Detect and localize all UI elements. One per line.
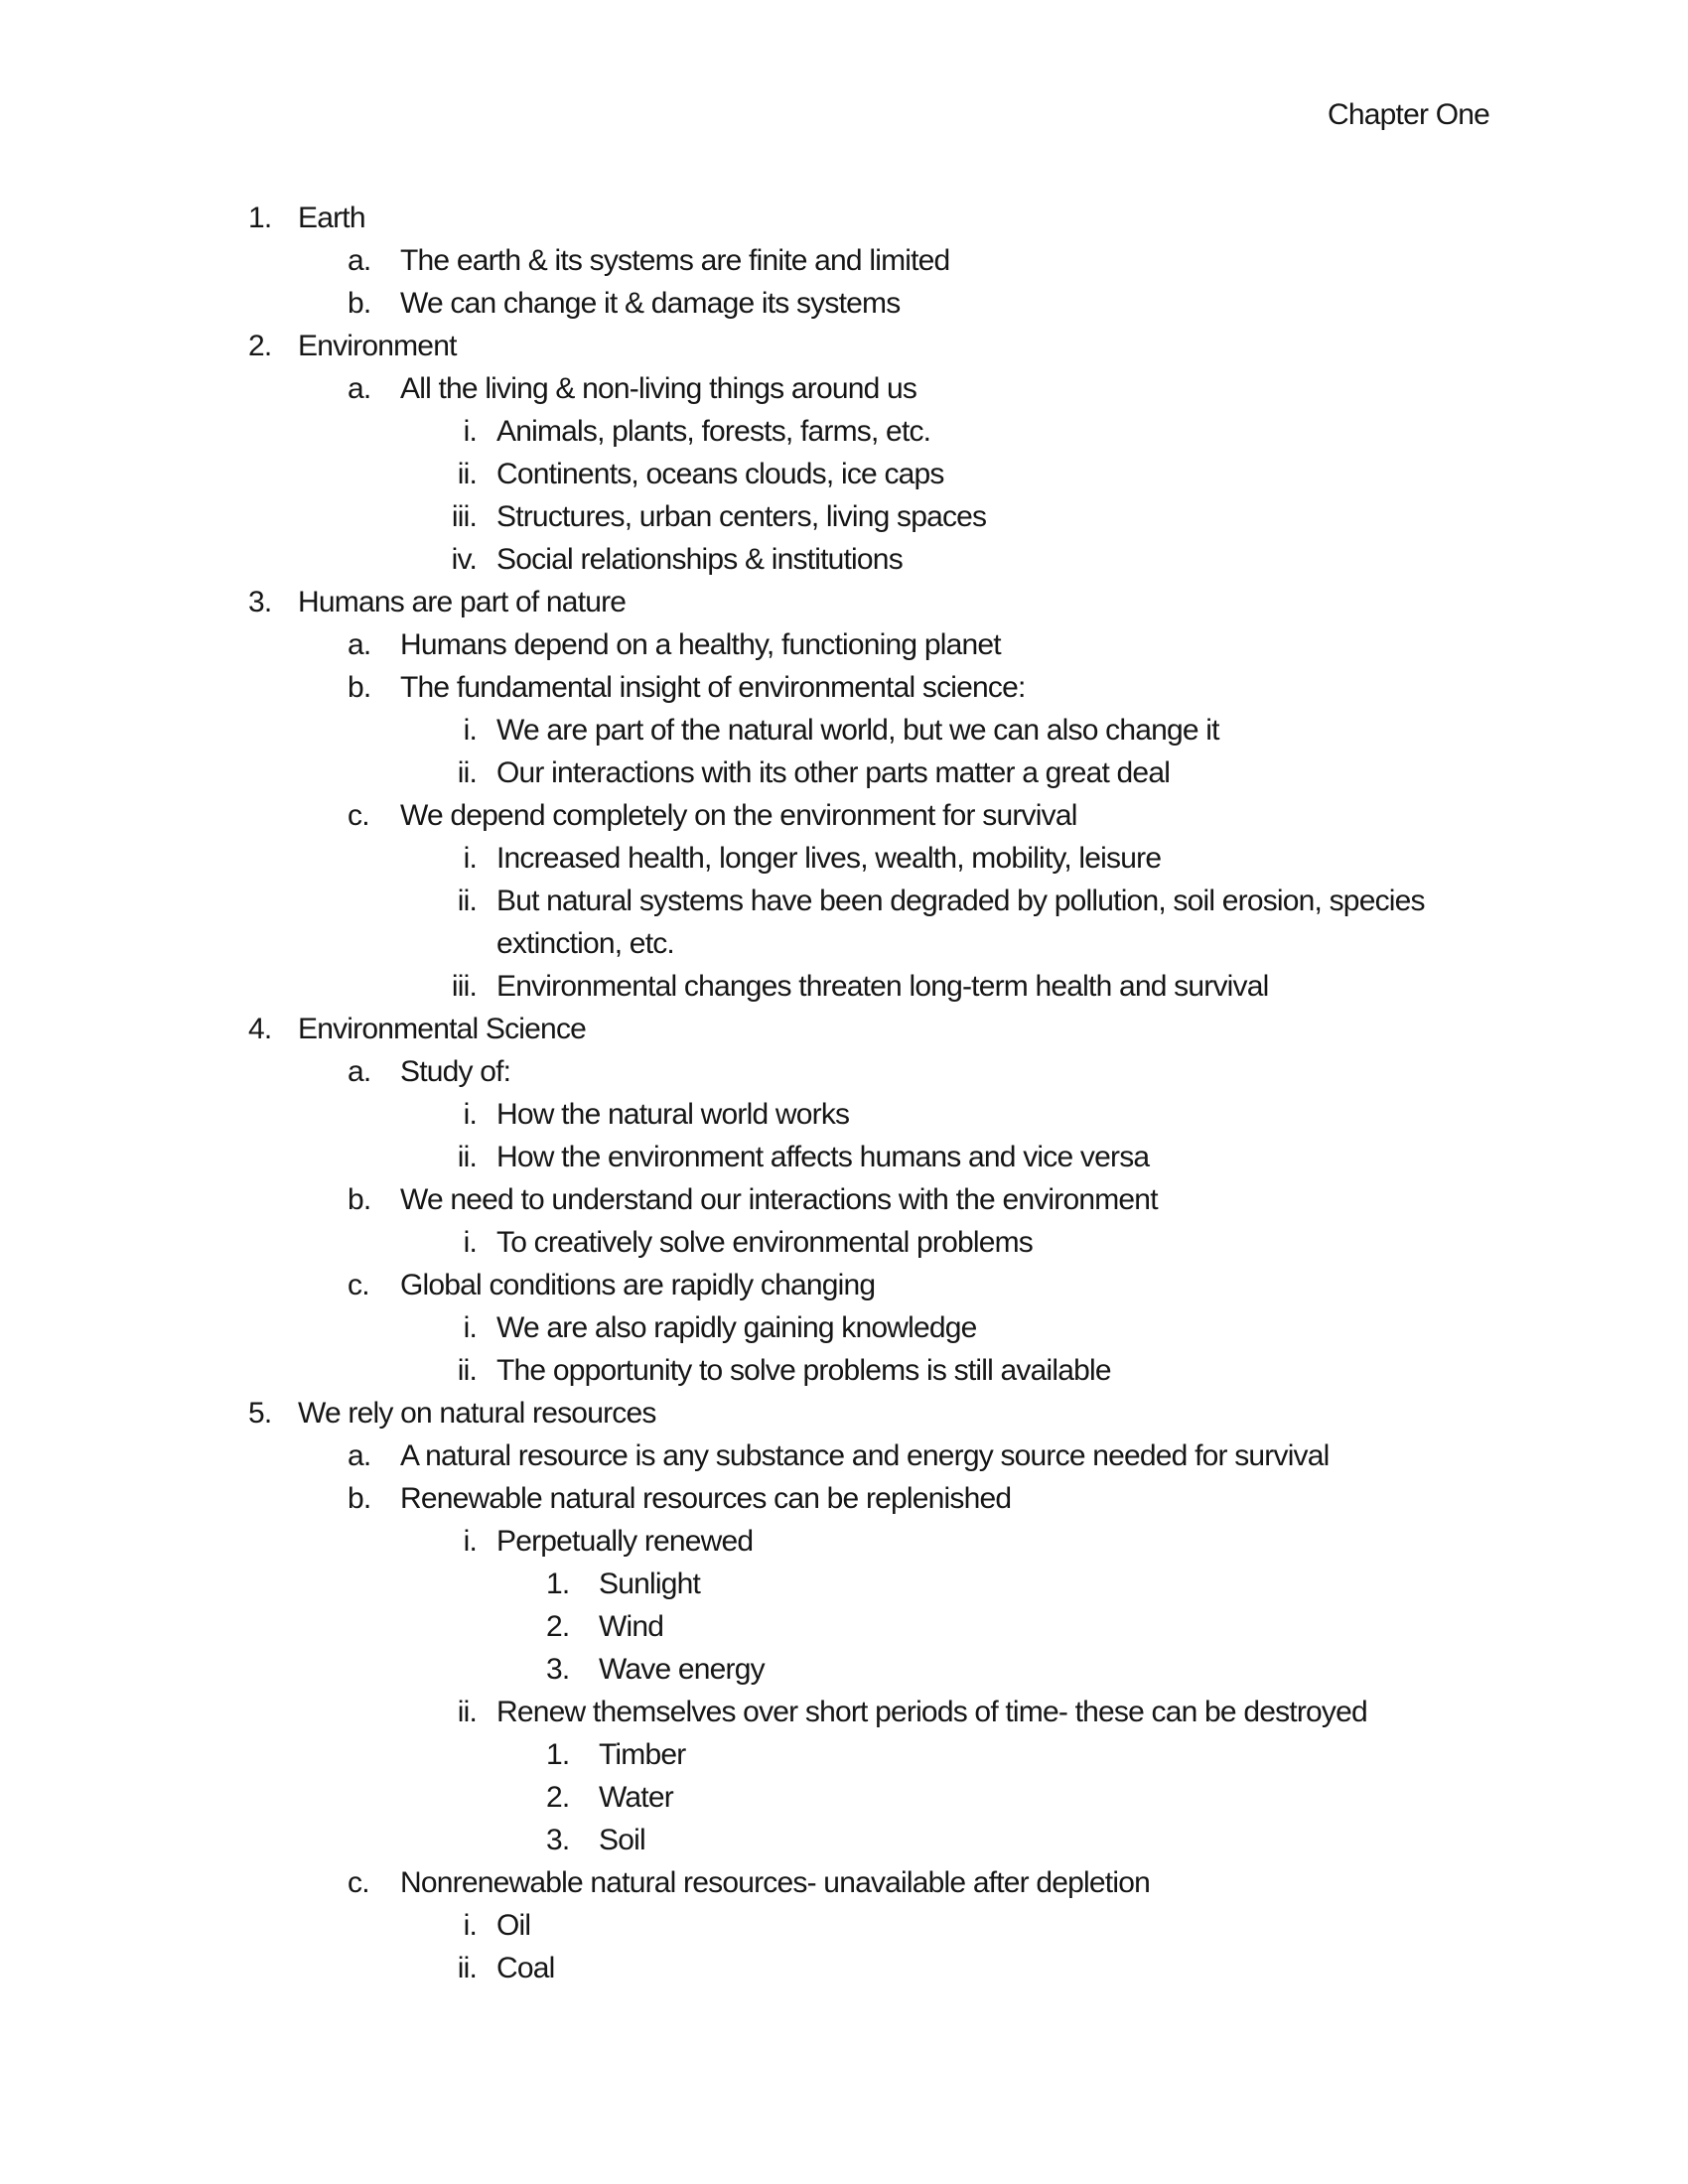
list-item-text: Environmental Science [298,1013,587,1045]
list-item-text: Structures, urban centers, living spaces [496,500,987,533]
list-item-text: We need to understand our interactions with the environment [400,1183,1158,1216]
list-item [0,1050,1688,1093]
list-item-text: Environmental changes threaten long-term health and survival [496,970,1269,1003]
list-item [0,666,1688,709]
list-item [0,538,1688,581]
page-header-chapter-title: Chapter One [1328,98,1489,131]
list-marker: ii. [457,1141,477,1173]
list-item [0,1306,1688,1349]
list-marker: a. [348,1055,371,1088]
list-marker: i. [463,415,477,448]
list-item-text: Timber [599,1738,686,1771]
list-marker: i. [463,842,477,875]
list-item-text: Our interactions with its other parts matter a great deal [496,756,1171,789]
list-item [0,794,1688,837]
list-item [0,367,1688,410]
list-marker: b. [348,671,371,704]
list-item [0,1947,1688,1989]
list-marker: ii. [457,1696,477,1728]
list-item-text: Humans are part of nature [298,586,627,618]
list-item-text: Study of: [400,1055,511,1088]
list-item [0,1477,1688,1520]
list-item [0,410,1688,453]
list-marker: b. [348,287,371,320]
list-item [0,1605,1688,1648]
list-item [0,623,1688,666]
list-marker: 1. [546,1568,570,1600]
list-item-text: The earth & its systems are finite and limited [400,244,950,277]
list-item-text: Social relationships & institutions [496,543,903,576]
list-marker: ii. [457,1952,477,1984]
list-item [0,1904,1688,1947]
list-item [0,837,1688,880]
list-item [0,1733,1688,1776]
list-item [0,239,1688,282]
list-marker: c. [348,799,369,832]
list-item [0,1392,1688,1434]
list-marker: ii. [457,458,477,490]
list-item [0,1520,1688,1563]
list-item [0,495,1688,538]
list-marker: 3. [546,1824,570,1856]
list-item-text: All the living & non-living things around us [400,372,917,405]
list-item [0,1264,1688,1306]
list-item-text: We rely on natural resources [298,1397,656,1430]
list-marker: 1. [248,202,272,234]
list-marker: i. [463,1909,477,1942]
list-marker: iv. [451,543,477,576]
list-item [0,1434,1688,1477]
list-item [0,751,1688,794]
list-marker: i. [463,1525,477,1558]
list-item-text: Soil [599,1824,645,1856]
list-marker: a. [348,1439,371,1472]
list-item-text: Animals, plants, forests, farms, etc. [496,415,931,448]
list-item [0,709,1688,751]
list-marker: a. [348,628,371,661]
list-marker: c. [348,1866,369,1899]
list-marker: ii. [457,1354,477,1387]
list-item-text: Earth [298,202,365,234]
list-item [0,325,1688,367]
list-item-text: We can change it & damage its systems [400,287,901,320]
list-item-text: Environment [298,330,457,362]
list-marker: i. [463,1098,477,1131]
list-item [0,581,1688,623]
list-item-text: Humans depend on a healthy, functioning planet [400,628,1001,661]
list-marker: iii. [451,970,477,1003]
list-marker: 5. [248,1397,272,1430]
list-item-text: Coal [496,1952,555,1984]
list-item [0,1093,1688,1136]
list-item [0,1008,1688,1050]
list-item-text: To creatively solve environmental problems [496,1226,1033,1259]
list-item [0,1563,1688,1605]
list-item-text: Oil [496,1909,531,1942]
list-marker: ii. [457,885,477,917]
list-item-text: Sunlight [599,1568,701,1600]
list-item-text: But natural systems have been degraded by pollution, soil erosion, species [496,885,1425,917]
list-marker: i. [463,1311,477,1344]
list-marker: a. [348,372,371,405]
list-item-text: We are also rapidly gaining knowledge [496,1311,977,1344]
list-marker: 2. [546,1781,570,1814]
list-marker: 2. [546,1610,570,1643]
list-item-text: We depend completely on the environment for survival [400,799,1077,832]
list-marker: ii. [457,756,477,789]
list-marker: 1. [546,1738,570,1771]
list-item [0,197,1688,239]
list-marker: i. [463,1226,477,1259]
list-item [0,965,1688,1008]
list-item [0,1776,1688,1819]
list-item-text: Nonrenewable natural resources- unavailable after depletion [400,1866,1150,1899]
list-item-text: Water [599,1781,673,1814]
list-item-text: A natural resource is any substance and energy source needed for survival [400,1439,1330,1472]
list-item-text: How the environment affects humans and vice versa [496,1141,1150,1173]
list-item [0,1136,1688,1178]
list-item-text: The opportunity to solve problems is still available [496,1354,1111,1387]
list-item-text: Renew themselves over short periods of time- these can be destroyed [496,1696,1367,1728]
list-item-text: Increased health, longer lives, wealth, mobility, leisure [496,842,1162,875]
list-item-text: The fundamental insight of environmental science: [400,671,1026,704]
list-marker: b. [348,1183,371,1216]
list-marker: 4. [248,1013,272,1045]
list-item [0,1178,1688,1221]
list-item-text: We are part of the natural world, but we can also change it [496,714,1219,747]
list-item [0,1221,1688,1264]
list-marker: iii. [451,500,477,533]
list-marker: c. [348,1269,369,1301]
list-marker: 3. [546,1653,570,1686]
list-item [0,1648,1688,1691]
list-item [0,1819,1688,1861]
list-item [0,282,1688,325]
list-item-text: Continents, oceans clouds, ice caps [496,458,944,490]
list-item-text: Renewable natural resources can be replenished [400,1482,1012,1515]
list-item-continuation [0,922,1688,965]
list-item [0,880,1688,922]
list-item-text: extinction, etc. [496,927,674,960]
outline-list [0,197,1688,1989]
list-item [0,453,1688,495]
list-item-text: Global conditions are rapidly changing [400,1269,876,1301]
list-item [0,1349,1688,1392]
list-marker: 3. [248,586,272,618]
list-marker: b. [348,1482,371,1515]
list-marker: 2. [248,330,272,362]
list-item-text: Perpetually renewed [496,1525,754,1558]
list-marker: a. [348,244,371,277]
list-marker: i. [463,714,477,747]
list-item-text: Wind [599,1610,664,1643]
list-item-text: How the natural world works [496,1098,850,1131]
list-item [0,1861,1688,1904]
list-item-text: Wave energy [599,1653,765,1686]
list-item [0,1691,1688,1733]
